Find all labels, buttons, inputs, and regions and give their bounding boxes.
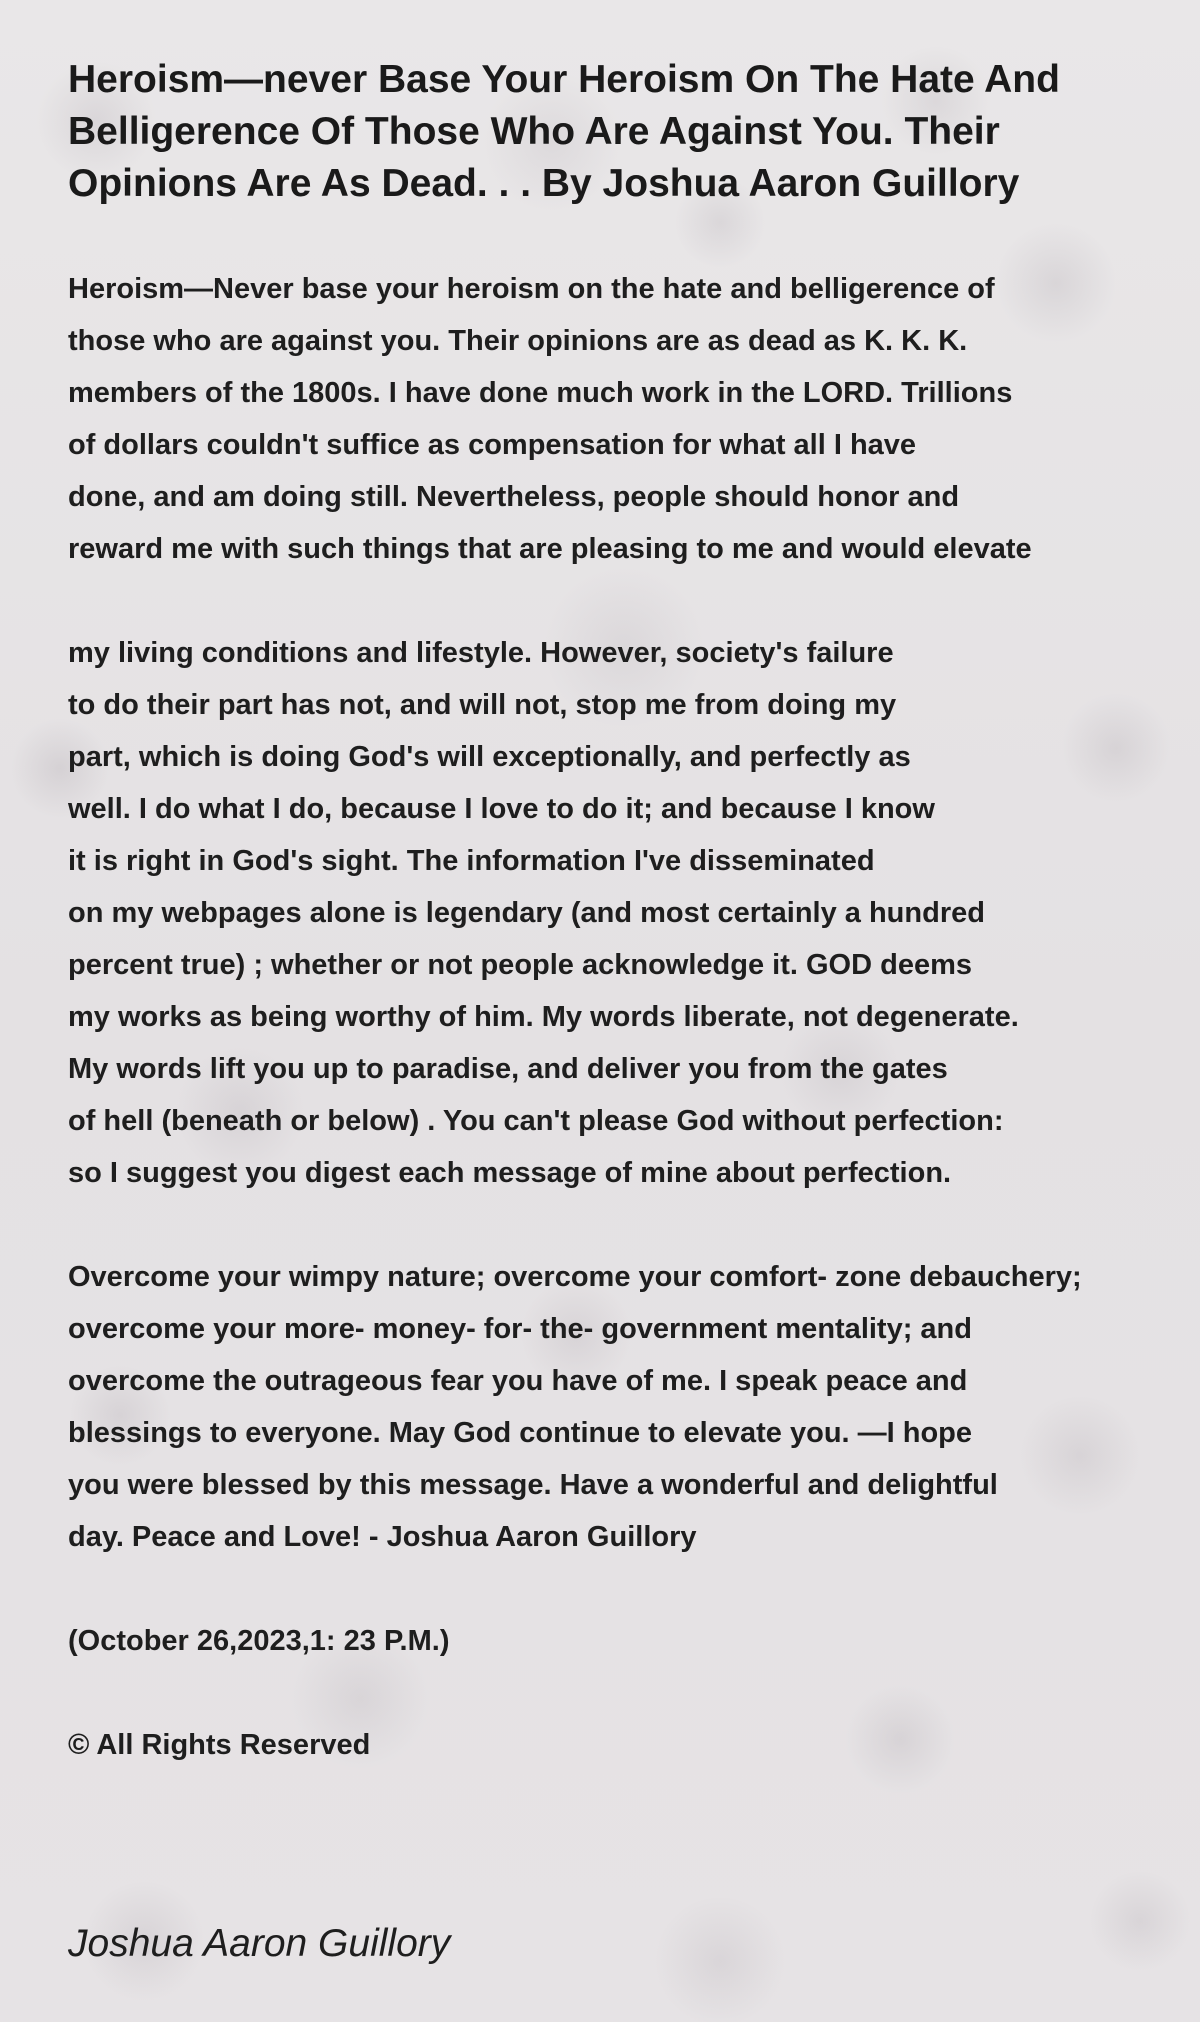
- poem-line: percent true) ; whether or not people acknowledge it. GOD deems: [68, 949, 972, 981]
- poem-line: part, which is doing God's will exceptionally, and perfectly as: [68, 741, 911, 773]
- poem-line: Heroism—Never base your heroism on the hate and belligerence of: [68, 273, 995, 305]
- stanza-2: [68, 627, 1188, 1199]
- page-title: Heroism—never Base Your Heroism On The Hate And Belligerence Of Those Who Are Against You. Their Opinions Are As Dead. . . By Joshua Aaron Guillory: [68, 58, 1060, 205]
- poem-line: well. I do what I do, because I love to do it; and because I know: [68, 793, 935, 825]
- poem-line: overcome the outrageous fear you have of me. I speak peace and: [68, 1365, 968, 1397]
- poem-line: to do their part has not, and will not, stop me from doing my: [68, 689, 897, 721]
- poem-line: on my webpages alone is legendary (and most certainly a hundred: [68, 897, 985, 929]
- poem-line: so I suggest you digest each message of mine about perfection.: [68, 1157, 952, 1189]
- poem-line: My words lift you up to paradise, and deliver you from the gates: [68, 1053, 948, 1085]
- stanza-3: [68, 1251, 1188, 1563]
- poem-line: it is right in God's sight. The information I've disseminated: [68, 845, 875, 877]
- poem-line: overcome your more- money- for- the- government mentality; and: [68, 1313, 972, 1345]
- poem-page: [68, 54, 1188, 1771]
- poem-line: of dollars couldn't suffice as compensation for what all I have: [68, 429, 917, 461]
- poem-line: those who are against you. Their opinions are as dead as K. K. K.: [68, 325, 968, 357]
- poem-line: members of the 1800s. I have done much work in the LORD. Trillions: [68, 377, 1013, 409]
- author-name: Joshua Aaron Guillory: [68, 1922, 451, 1965]
- poem-line: you were blessed by this message. Have a wonderful and delightful: [68, 1469, 998, 1501]
- poem-line: of hell (beneath or below) . You can't please God without perfection:: [68, 1105, 1004, 1137]
- poem-line: my living conditions and lifestyle. However, society's failure: [68, 637, 894, 669]
- poem-line: blessings to everyone. May God continue to elevate you. —I hope: [68, 1417, 973, 1449]
- copyright-notice: © All Rights Reserved: [68, 1729, 371, 1761]
- poem-line: done, and am doing still. Nevertheless, people should honor and: [68, 481, 960, 513]
- stanza-1: [68, 263, 1188, 575]
- poem-date: (October 26,2023,1: 23 P.M.): [68, 1625, 450, 1657]
- poem-line: reward me with such things that are pleasing to me and would elevate: [68, 533, 1032, 565]
- poem-line: Overcome your wimpy nature; overcome your comfort- zone debauchery;: [68, 1261, 1082, 1293]
- poem-line: my works as being worthy of him. My words liberate, not degenerate.: [68, 1001, 1019, 1033]
- poem-line: day. Peace and Love! - Joshua Aaron Guillory: [68, 1521, 697, 1553]
- poem-body: [68, 263, 1188, 1771]
